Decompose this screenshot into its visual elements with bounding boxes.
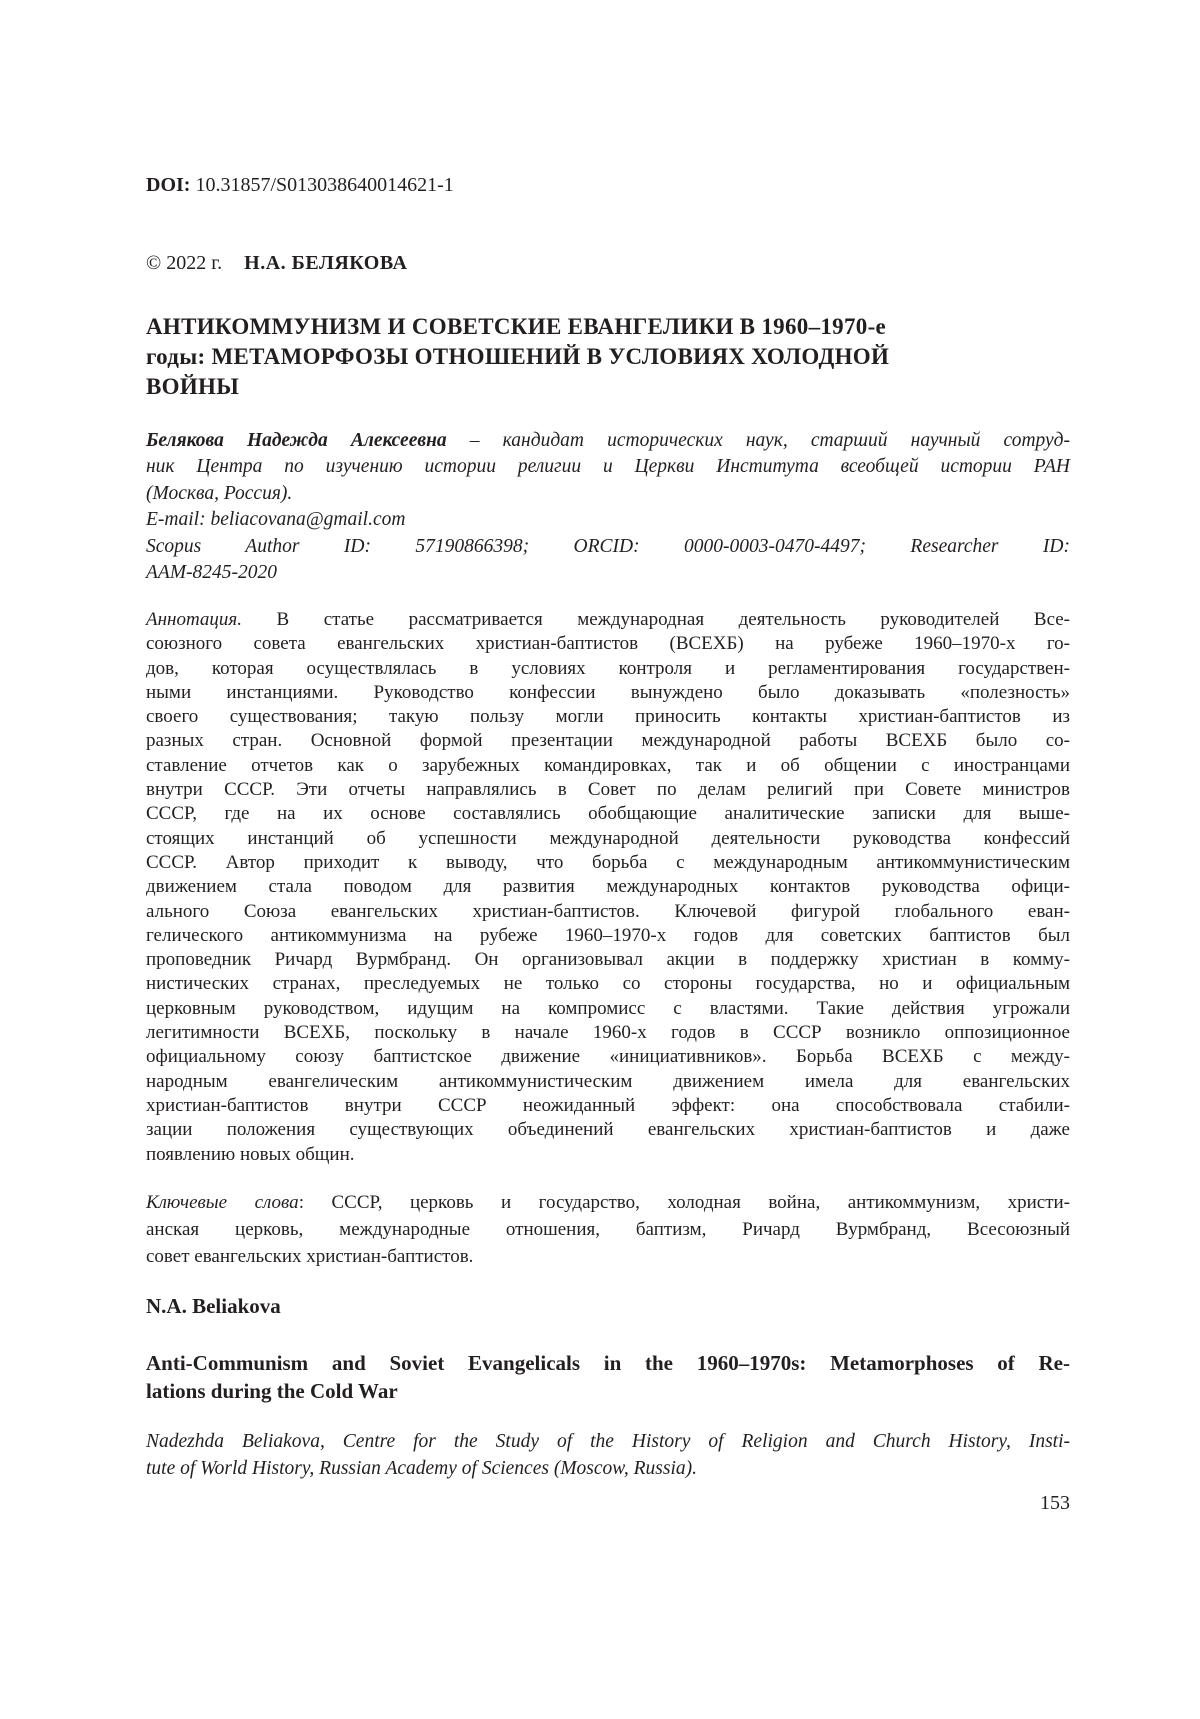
abstract-line: дов, которая осуществлялась в условиях контроля и регламентирования государствен- xyxy=(146,657,1070,681)
english-affiliation-lines xyxy=(146,1428,1070,1482)
author-name: Н.А. БЕЛЯКОВА xyxy=(244,252,407,274)
abstract-line: легитимности ВСЕХБ, поскольку в начале 1960-х годов в СССР возникло оппозиционное xyxy=(146,1021,1070,1045)
english-title xyxy=(146,1349,1070,1405)
title-line: годы: МЕТАМОРФОЗЫ ОТНОШЕНИЙ В УСЛОВИЯХ ХОЛОДНОЙ xyxy=(146,342,1070,372)
keywords-line: анская церковь, международные отношения, баптизм, Ричард Вурмбранд, Всесоюзный xyxy=(146,1216,1070,1243)
abstract-line: проповедник Ричард Вурмбранд. Он организовывал акции в поддержку христиан в комму- xyxy=(146,948,1070,972)
abstract-line: своего существования; такую пользу могли приносить контакты христиан-баптистов из xyxy=(146,705,1070,729)
keywords-line xyxy=(146,1189,1070,1216)
abstract-line: церковным руководством, идущим на компромисс с властями. Такие действия угрожали xyxy=(146,997,1070,1021)
abstract-line: ального Союза евангельских христиан-баптистов. Ключевой фигурой глобального еван- xyxy=(146,900,1070,924)
bio-lines xyxy=(146,454,1070,586)
bio-line: E-mail: beliacovana@gmail.com xyxy=(146,507,1070,533)
abstract-line xyxy=(146,608,1070,632)
abstract-line: нистических странах, преследуемых не только со стороны государства, но и официальным xyxy=(146,972,1070,996)
english-affiliation-line: Nadezhda Beliakova, Centre for the Study of the History of Religion and Church History, Insti- xyxy=(146,1428,1070,1455)
copyright-line xyxy=(146,252,1070,275)
keywords-label: Ключевые слова xyxy=(146,1192,299,1213)
doi-line xyxy=(146,174,1070,197)
keywords xyxy=(146,1189,1070,1270)
author-bio xyxy=(146,428,1070,586)
english-title-lines xyxy=(146,1349,1070,1405)
doi-label: DOI: xyxy=(146,174,190,196)
abstract-line: гелического антикоммунизма на рубеже 1960–1970-х годов для советских баптистов был xyxy=(146,924,1070,948)
english-affiliation-line: tute of World History, Russian Academy of Sciences (Moscow, Russia). xyxy=(146,1455,1070,1482)
title-line: АНТИКОММУНИЗМ И СОВЕТСКИЕ ЕВАНГЕЛИКИ В 1960–1970-е xyxy=(146,312,1070,342)
abstract xyxy=(146,608,1070,1167)
abstract-line: СССР. Автор приходит к выводу, что борьба с международным антикоммунистическим xyxy=(146,851,1070,875)
copyright-year: © 2022 г. xyxy=(146,252,222,274)
bio-line: ник Центра по изучению истории религии и Церкви Института всеобщей истории РАН xyxy=(146,454,1070,480)
keywords-first-rest: : СССР, церковь и государство, холодная война, антикоммунизм, христи- xyxy=(299,1192,1070,1213)
bio-line xyxy=(146,428,1070,454)
bio-line: AAM-8245-2020 xyxy=(146,560,1070,586)
article-title xyxy=(146,312,1070,402)
bio-first-rest: – кандидат исторических наук, старший научный сотруд- xyxy=(447,430,1070,451)
page-number: 153 xyxy=(1000,1492,1070,1515)
abstract-line: народным евангелическим антикоммунистическим движением имела для евангельских xyxy=(146,1070,1070,1094)
english-affiliation xyxy=(146,1428,1070,1482)
abstract-line: зации положения существующих объединений евангельских христиан-баптистов и даже xyxy=(146,1118,1070,1142)
bio-line: Scopus Author ID: 57190866398; ORCID: 0000-0003-0470-4497; Researcher ID: xyxy=(146,534,1070,560)
title-line: ВОЙНЫ xyxy=(146,372,1070,402)
abstract-line: СССР, где на их основе составлялись обобщающие аналитические записки для выше- xyxy=(146,802,1070,826)
bio-name: Белякова Надежда Алексеевна xyxy=(146,430,447,451)
abstract-line: ставление отчетов как о зарубежных командировках, так и об общении с иностранцами xyxy=(146,754,1070,778)
abstract-line: ными инстанциями. Руководство конфессии вынуждено было доказывать «полезность» xyxy=(146,681,1070,705)
english-title-line: Anti-Communism and Soviet Evangelicals in the 1960–1970s: Metamorphoses of Re- xyxy=(146,1349,1070,1377)
abstract-first-rest: В статье рассматривается международная деятельность руководителей Все- xyxy=(242,609,1070,630)
bio-line: (Москва, Россия). xyxy=(146,481,1070,507)
english-author: N.A. Beliakova xyxy=(146,1294,1070,1319)
abstract-line: стоящих инстанций об успешности международной деятельности руководства конфессий xyxy=(146,827,1070,851)
abstract-line: разных стран. Основной формой презентации международной работы ВСЕХБ было со- xyxy=(146,729,1070,753)
abstract-lines xyxy=(146,632,1070,1167)
abstract-line: союзного совета евангельских христиан-баптистов (ВСЕХБ) на рубеже 1960–1970-х го- xyxy=(146,632,1070,656)
abstract-line: христиан-баптистов внутри СССР неожиданный эффект: она способствовала стабили- xyxy=(146,1094,1070,1118)
abstract-line: движением стала поводом для развития международных контактов руководства офици- xyxy=(146,875,1070,899)
keywords-line: совет евангельских христиан-баптистов. xyxy=(146,1243,1070,1270)
abstract-label: Аннотация. xyxy=(146,609,242,630)
abstract-line: официальному союзу баптистское движение «инициативников». Борьба ВСЕХБ с между- xyxy=(146,1045,1070,1069)
english-title-line: lations during the Cold War xyxy=(146,1377,1070,1405)
doi-value: 10.31857/S013038640014621-1 xyxy=(195,174,453,196)
abstract-line: внутри СССР. Эти отчеты направлялись в Совет по делам религий при Совете министров xyxy=(146,778,1070,802)
keywords-lines xyxy=(146,1216,1070,1270)
abstract-line: появлению новых общин. xyxy=(146,1143,1070,1167)
